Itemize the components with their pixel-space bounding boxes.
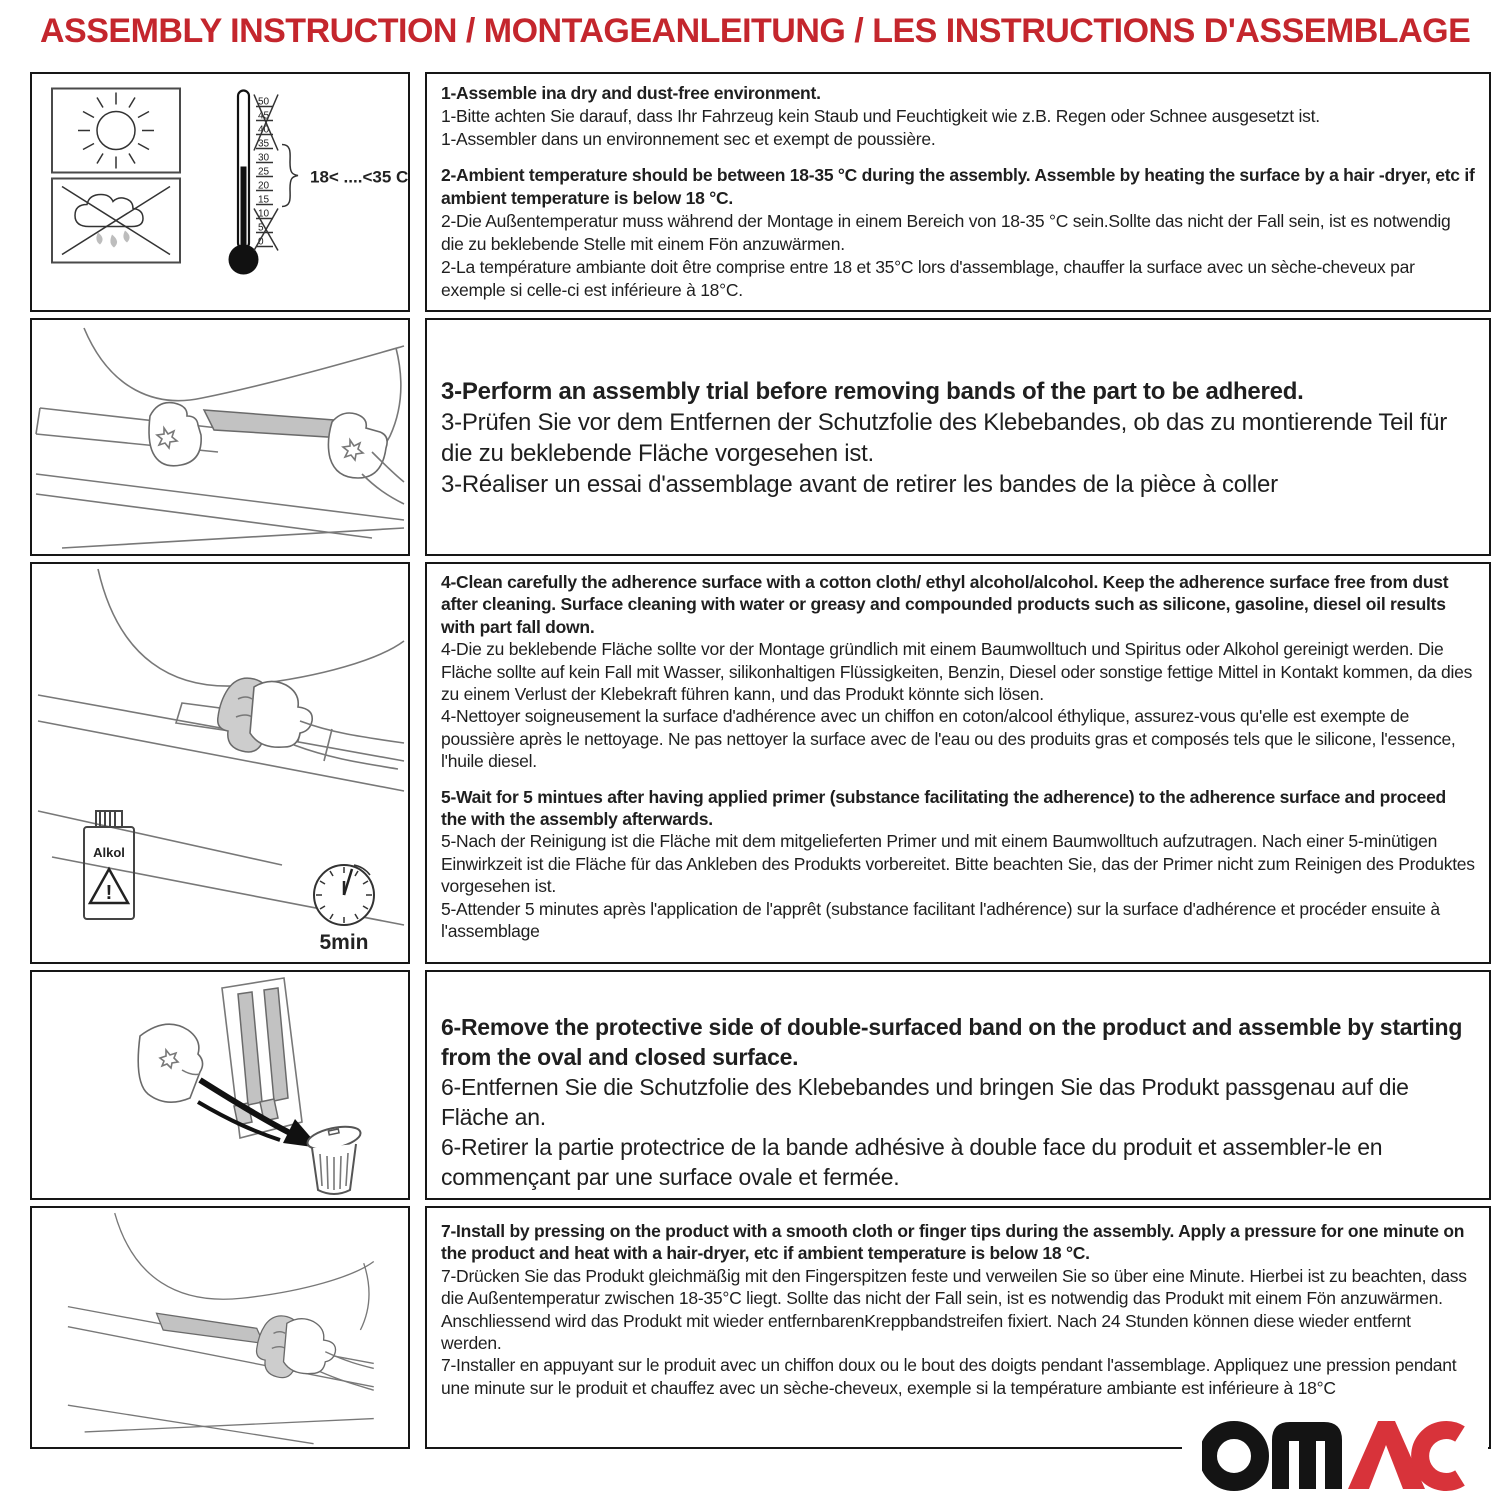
pressing-hand bbox=[284, 1319, 336, 1374]
svg-text:25: 25 bbox=[258, 166, 270, 178]
svg-text:45: 45 bbox=[258, 110, 270, 122]
instruction-paragraph: 7-Drücken Sie das Produkt gleichmäßig mit den Fingerspitzen feste und verweilen Sie so über eine Minute. Hierbei ist zu beachten, dass die Außentemperatur zwischen 18-35°C liegt. Sollte das nicht der Fall sein, ist es notwendig das Produkt mit einem Fön anzuwärmen. Anschliessend wird das Produkt mit wieder entfernbarenKreppbandstreifen fixiert. Nach 24 Stunden können diese wieder entfernt werden. bbox=[441, 1265, 1467, 1354]
logo-letter-m bbox=[1272, 1422, 1342, 1489]
warning-exclamation: ! bbox=[105, 882, 113, 904]
instruction-paragraph: 6-Entfernen Sie die Schutzfolie des Klebebandes und bringen Sie das Produkt passgenau auf die Fläche an. bbox=[441, 1074, 1409, 1130]
omac-logo-art bbox=[1202, 1412, 1468, 1496]
adhesive-band-1 bbox=[238, 992, 262, 1105]
assembly-trial-art bbox=[32, 320, 408, 554]
section-4-5-row bbox=[30, 562, 1491, 964]
instruction-paragraph: 7-Install by pressing on the product with a smooth cloth or finger tips during the assembly. Apply a pressure for one minute on the product and heat with a hair-dryer, etc if ambient temperature is below 18 °C. bbox=[441, 1221, 1465, 1264]
section-6-row bbox=[30, 970, 1491, 1200]
section-4-5-text bbox=[425, 562, 1491, 964]
instruction-paragraph: 3-Réaliser un essai d'assemblage avant de retirer les bandes de la pièce à coller bbox=[441, 471, 1278, 498]
instruction-paragraph: 1-Assemble ina dry and dust-free environment. bbox=[441, 83, 821, 103]
svg-text:50: 50 bbox=[258, 96, 270, 108]
section-3-text bbox=[425, 318, 1491, 556]
thermometer-icon bbox=[229, 91, 409, 275]
instruction-paragraph: 5-Wait for 5 mintues after having applied primer (substance facilitating the adherence) to the adherence surface and proceed the with the assembly afterwards. bbox=[441, 786, 1446, 830]
instruction-paragraph: 6-Retirer la partie protectrice de la bande adhésive à double face du produit et assembler-le en commençant par une surface ovale et fermée. bbox=[441, 1134, 1383, 1190]
instruction-paragraph: 2-Die Außentemperatur muss während der Montage in einem Bereich von 18-35 °C sein.Sollte das nicht der Fall sein, ist es notwendig die zu beklebende Stelle mit einem Fön anzuwärmen. bbox=[441, 211, 1451, 254]
no-rain-icon bbox=[62, 187, 170, 255]
instruction-paragraph: 4-Clean carefully the adherence surface with a cotton cloth/ ethyl alcohol/alcohol. Keep the adherence surface free from dust after cleaning. Surface cleaning with water or greasy and compounded products such as silicone, gasoline, diesel oil results with part fall down. bbox=[441, 572, 1449, 637]
sun-icon bbox=[78, 93, 154, 169]
omac-logo bbox=[1182, 1412, 1488, 1496]
surface-cleaning-art bbox=[32, 564, 408, 962]
instruction-paragraph: 3-Perform an assembly trial before removing bands of the part to be adhered. bbox=[441, 378, 1304, 405]
instruction-paragraph: 1-Bitte achten Sie darauf, dass Ihr Fahrzeug kein Staub und Feuchtigkeit wie z.B. Regen oder Schnee ausgesetzt ist. bbox=[441, 106, 1320, 126]
temperature-range-label: 18< ....<35 C bbox=[310, 167, 408, 187]
svg-text:10: 10 bbox=[258, 208, 270, 220]
svg-text:15: 15 bbox=[258, 194, 270, 206]
illustration-remove-band bbox=[30, 970, 410, 1200]
right-hand bbox=[328, 413, 387, 478]
adhesive-band-2 bbox=[264, 988, 288, 1101]
section-1-2-text bbox=[425, 72, 1491, 312]
instruction-paragraph: 3-Prüfen Sie vor dem Entfernen der Schutzfolie des Klebebandes, ob das zu montierende Teil für die zu beklebende Fläche vorgesehen ist. bbox=[441, 409, 1448, 467]
temperature-conditions-art bbox=[32, 74, 408, 310]
illustration-temperature-conditions bbox=[30, 72, 410, 312]
cleaning-hand bbox=[250, 681, 312, 747]
bottle-label: Alkol bbox=[93, 845, 125, 860]
instruction-paragraph: 7-Installer en appuyant sur le produit avec un chiffon doux ou le bout des doigts pendant l'assemblage. Appliquez une pression pendant une minute sur le produit et chauffez avec un sèche-cheveux, exemple si la température ambiante est inférieure à 18°C bbox=[441, 1355, 1457, 1398]
illustration-surface-cleaning bbox=[30, 562, 410, 964]
instruction-paragraph: 4-Nettoyer soigneusement la surface d'adhérence avec un chiffon en coton/alcool éthylique, assurez-vous qu'elle est exempte de poussière après le nettoyage. Ne pas nettoyer la surface avec de l'eau ou des produits gras et composés tels que le silicone, l'essence, l'huile diesel. bbox=[441, 706, 1456, 772]
section-1-2-row bbox=[30, 72, 1491, 312]
section-6-text bbox=[425, 970, 1491, 1200]
instruction-paragraph: 5-Attender 5 minutes après l'application de l'apprêt (substance facilitant l'adhérence) sur la surface d'adhérence et procéder ensuite à l'assemblage bbox=[441, 898, 1440, 942]
svg-text:35: 35 bbox=[258, 138, 270, 150]
instruction-paragraph: 4-Die zu beklebende Fläche sollte vor der Montage gründlich mit einem Baumwolltuch und Spiritus oder Alkohol gereinigt werden. Die Fläche sollte auf kein Fall mit Wasser, silikonhaltigen Flüssigkeiten, Benzin, Diesel oder sonstige fettige Mittel in Kontakt kommen, da dies zu einem Verlust der Klebekraft führen kann, und das Produkt könnte sich lösen. bbox=[441, 639, 1473, 705]
sill-trim-strip bbox=[204, 410, 344, 438]
logo-letter-o bbox=[1208, 1430, 1260, 1482]
svg-text:0: 0 bbox=[258, 236, 264, 248]
logo-letter-c bbox=[1420, 1430, 1460, 1482]
svg-text:5: 5 bbox=[258, 222, 264, 234]
illustration-press-product bbox=[30, 1206, 410, 1449]
instruction-paragraph: 1-Assembler dans un environnement sec et exempt de poussière. bbox=[441, 129, 936, 149]
remove-band-art bbox=[32, 972, 408, 1198]
svg-text:30: 30 bbox=[258, 152, 270, 164]
left-hand bbox=[149, 403, 201, 466]
instruction-paragraph: 2-La température ambiante doit être comprise entre 18 et 35°C lors d'assemblage, chauffer la surface avec un sèche-cheveux par exemple si celle-ci est inférieure à 18°C. bbox=[441, 257, 1415, 300]
instruction-paragraph: 6-Remove the protective side of double-surfaced band on the product and assemble by starting from the oval and closed surface. bbox=[441, 1014, 1463, 1070]
press-product-art bbox=[32, 1208, 408, 1447]
installed-trim-strip bbox=[156, 1313, 263, 1343]
five-min-label: 5min bbox=[319, 931, 369, 954]
peeling-hand bbox=[138, 1024, 202, 1102]
svg-text:20: 20 bbox=[258, 180, 270, 192]
clock-icon bbox=[314, 865, 374, 954]
page-title: ASSEMBLY INSTRUCTION / MONTAGEANLEITUNG / LES INSTRUCTIONS D'ASSEMBLAGE bbox=[40, 12, 1471, 50]
instruction-paragraph: 2-Ambient temperature should be between 18-35 °C during the assembly. Assemble by heating the surface by a hair -dryer, etc if ambient temperature is below 18 °C. bbox=[441, 165, 1475, 208]
trash-can-icon bbox=[306, 1123, 363, 1194]
illustration-assembly-trial bbox=[30, 318, 410, 556]
instruction-paragraph: 5-Nach der Reinigung ist die Fläche mit dem mitgelieferten Primer und mit einem Baumwolltuch aufzutragen. Nach einer 5-minütigen Einwirkzeit ist die Fläche für das Ankleben des Produkts vorbereitet. Bitte beachten Sie, das der Primer nicht zum Reinigen des Produktes vorgesehen ist. bbox=[441, 831, 1475, 897]
section-3-row bbox=[30, 318, 1491, 556]
svg-text:40: 40 bbox=[258, 124, 270, 136]
